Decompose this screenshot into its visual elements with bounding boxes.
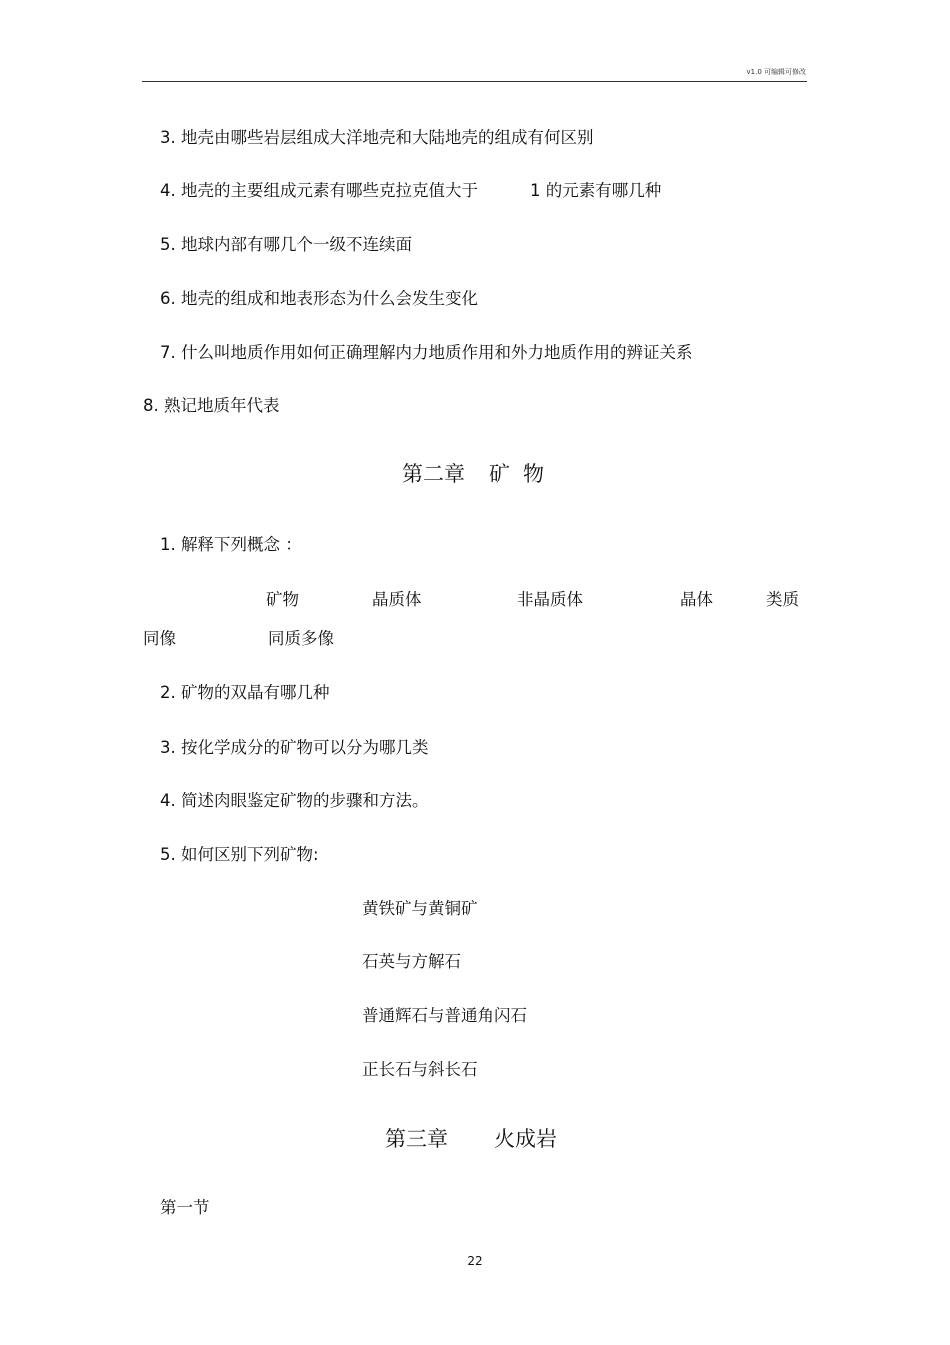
question-4-part-1: 4. 地壳的主要组成元素有哪些克拉克值大于 [160,181,478,200]
question-4-part-2: 1 的元素有哪几种 [530,181,662,200]
chapter2-title-label: 第二章 [402,462,465,486]
question-5: 5. 地球内部有哪几个一级不连续面 [160,235,412,254]
question-6: 6. 地壳的组成和地表形态为什么会发生变化 [160,289,478,308]
chapter2-question-5: 5. 如何区别下列矿物: [160,845,319,864]
concept-term: 非晶质体 [517,590,583,609]
section-heading: 第一节 [160,1198,210,1217]
chapter2-question-1: 1. 解释下列概念 ： [160,535,302,554]
page-number: 22 [467,1254,483,1268]
mineral-pair: 普通辉石与普通角闪石 [362,1006,527,1025]
question-8: 8. 熟记地质年代表 [143,396,280,415]
chapter2-question-2: 2. 矿物的双晶有哪几种 [160,683,330,702]
mineral-pair: 黄铁矿与黄铜矿 [362,899,478,918]
chapter2-question-3: 3. 按化学成分的矿物可以分为哪几类 [160,738,429,757]
concept-term: 晶体 [680,590,713,609]
header-version-note: v1.0 可编辑可修改 [746,68,806,76]
header-divider [142,81,807,82]
chapter2-title-word-1: 矿 [489,462,510,486]
mineral-pair: 石英与方解石 [362,952,461,971]
chapter2-question-4: 4. 简述肉眼鉴定矿物的步骤和方法。 [160,791,429,810]
chapter3-title-word: 火成岩 [494,1127,557,1151]
concept-term: 同质多像 [268,629,334,648]
concept-term: 晶质体 [372,590,422,609]
question-7: 7. 什么叫地质作用如何正确理解内力地质作用和外力地质作用的辨证关系 [160,343,693,362]
chapter2-title-word-2: 物 [523,462,544,486]
concept-term: 矿物 [266,590,299,609]
question-3: 3. 地壳由哪些岩层组成大洋地壳和大陆地壳的组成有何区别 [160,128,594,147]
concept-term: 同像 [143,629,176,648]
concept-term: 类质 [766,590,799,609]
chapter3-title-label: 第三章 [385,1127,448,1151]
mineral-pair: 正长石与斜长石 [362,1060,478,1079]
